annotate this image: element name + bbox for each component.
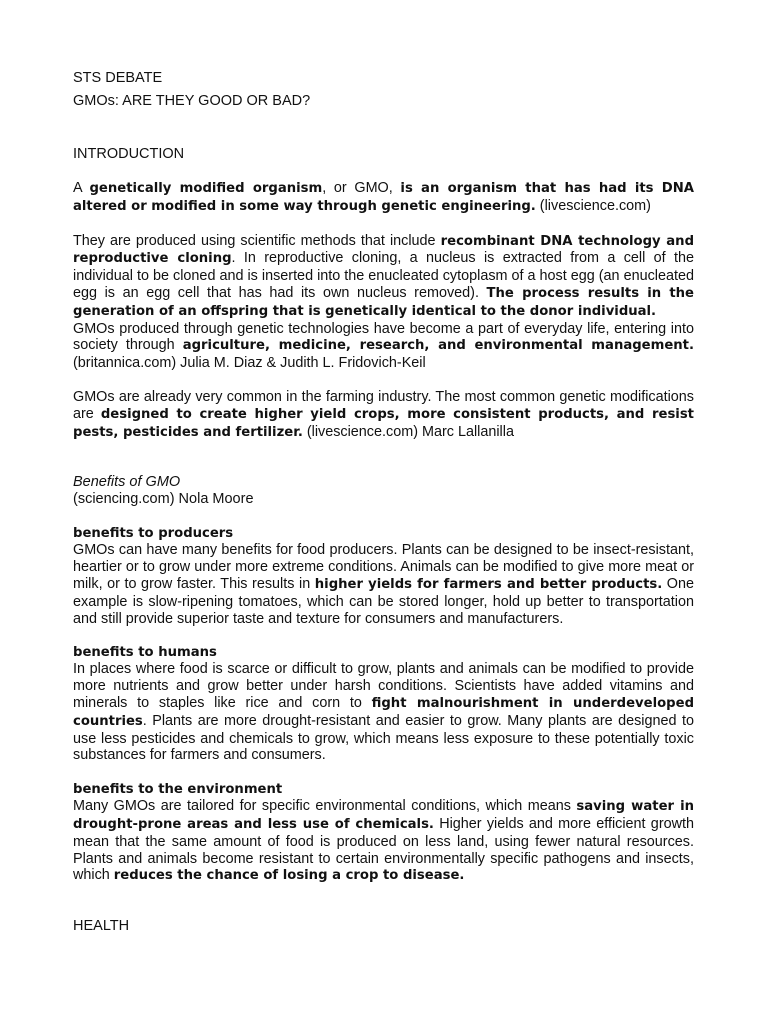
humans-title-text: benefits to humans	[73, 645, 217, 661]
intro-paragraph-3	[73, 321, 694, 372]
intro-paragraph-1	[73, 180, 694, 216]
producers-title-text: benefits to producers	[73, 526, 234, 542]
text-run: They are produced using scientific methods that include	[73, 232, 441, 249]
intro-paragraph-2	[73, 233, 694, 321]
benefits-heading	[73, 474, 694, 491]
bold-run: agriculture, medicine, research, and environmental management.	[182, 338, 695, 354]
humans-paragraph	[73, 661, 694, 764]
humans-title	[73, 644, 694, 661]
text-run: GMOs can have many benefits for food producers. Plants can be designed to be insect-resistant, heartier or to grow under more extreme conditions. Animals can be modified to give more meat or milk, or to grow faster. This results in	[73, 542, 694, 592]
bold-run: saving water in drought-prone areas and less use of chemicals.	[73, 799, 694, 832]
text-run: (britannica.com) Julia M. Diaz & Judith L. Fridovich-Keil	[73, 355, 426, 372]
text-run: (livescience.com)	[535, 197, 651, 214]
benefits-source: (sciencing.com) Nola Moore	[73, 491, 254, 508]
bold-run: is an organism that has had its DNA altered or modified in some way through genetic engineering.	[73, 181, 694, 214]
bold-run: higher yields for farmers and better products.	[314, 576, 663, 592]
doc-title: STS DEBATE	[73, 70, 163, 86]
doc-subtitle: GMOs: ARE THEY GOOD OR BAD?	[73, 93, 311, 109]
bold-run: designed to create higher yield crops, more consistent products, and resist pests, pesticides and fertilizer.	[73, 406, 694, 440]
intro-paragraph-4	[73, 389, 694, 441]
text-run: One example is slow-ripening tomatoes, which can be stored longer, hold up better to transportation and still provide superior taste and texture for consumers and manufacturers.	[73, 575, 694, 627]
bold-run: fight malnourishment in underdeveloped countries	[73, 695, 695, 729]
bold-run: The process results in the generation of an offspring that is genetically identical to the donor individual.	[73, 285, 694, 319]
producers-title	[73, 525, 694, 542]
text-run: . In reproductive cloning, a nucleus is extracted from a cell of the individual to be cloned and is inserted into the enucleated cytoplasm of a host egg (an enucleated egg is an egg cell that has had its own nucleus removed).	[73, 250, 694, 301]
introduction-heading: INTRODUCTION	[73, 146, 185, 162]
health-heading: HEALTH	[73, 918, 130, 935]
text-run: A	[73, 180, 90, 196]
text-run: (livescience.com) Marc Lallanilla	[302, 423, 514, 440]
text-run: GMOs produced through genetic technologies have become a part of everyday life, entering into society through	[73, 320, 694, 354]
bold-run: reduces the chance of losing a crop to disease.	[113, 868, 465, 884]
text-run: Higher yields and more efficient growth mean that the same amount of food is produced on less land, using fewer natural resources. Plants and animals become resistant to certain environmentally specific pathogens and insects, which	[73, 815, 695, 884]
bold-run: recombinant DNA technology and reproductive cloning	[73, 233, 695, 267]
environment-paragraph	[73, 798, 694, 885]
text-run: . Plants are more drought-resistant and easier to grow. Many plants are designed to use less pesticides and chemicals to grow, which means less exposure to these potentially toxic substances for farmers and consumers.	[73, 712, 694, 764]
text-run: In places where food is scarce or difficult to grow, plants and animals can be modified to provide more nutrients and grow better under harsh conditions. Scientists have added vitamins and minerals to staples like rice and corn to	[73, 661, 694, 711]
text-run: GMOs are already very common in the farming industry. The most common genetic modifications are	[73, 388, 694, 422]
bold-run: genetically modified organism	[89, 181, 323, 196]
text-run: Many GMOs are tailored for specific environmental conditions, which means	[73, 798, 577, 815]
environment-title	[73, 781, 694, 798]
producers-paragraph	[73, 542, 694, 627]
text-run: , or GMO,	[322, 180, 401, 196]
benefits-heading-text: Benefits of GMO	[73, 474, 181, 491]
environment-title-text: benefits to the environment	[73, 782, 283, 798]
